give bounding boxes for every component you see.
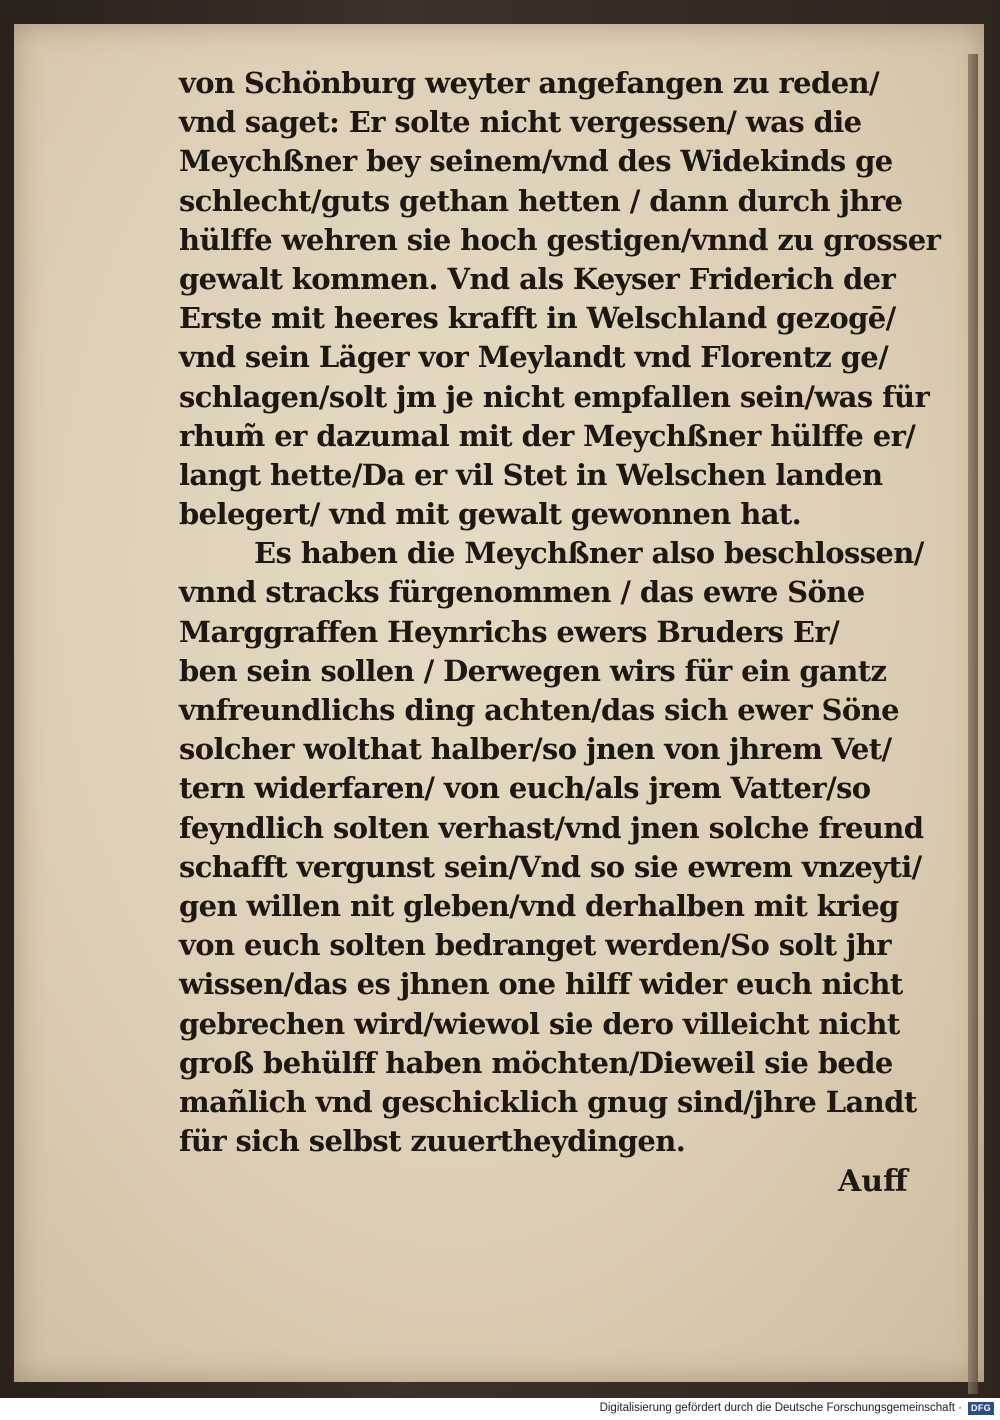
text-line: solcher wolthat halber/so jnen von jhrem Vet/: [179, 732, 892, 767]
text-line: belegert/ vnd mit gewalt gewonnen hat.: [179, 497, 802, 532]
text-line: gen willen nit gleben/vnd derhalben mit krieg: [179, 888, 899, 923]
catchword: Auff: [838, 1164, 908, 1199]
text-line: gewalt kommen. Vnd als Keyser Friderich der: [179, 261, 896, 296]
text-line: schlecht/guts gethan hetten / dann durch jhre: [179, 183, 903, 218]
text-line: Meychßner bey seinem/vnd des Widekinds ge: [179, 144, 893, 179]
text-line: Marggraffen Heynrichs ewers Bruders Er/: [179, 614, 840, 649]
paragraph-start-line: Es haben die Meychßner also beschlossen/: [254, 536, 924, 571]
text-line: von euch solten bedranget werden/So solt jhr: [179, 928, 891, 963]
text-line: schlagen/solt jm je nicht empfallen sein/was für: [179, 379, 930, 414]
text-line: vnd saget: Er solte nicht vergessen/ was die: [179, 105, 862, 140]
text-line: hülffe wehren sie hoch gestigen/vnnd zu grosser: [179, 222, 941, 257]
text-line: groß behülff haben möchten/Dieweil sie bede: [179, 1045, 893, 1080]
dfg-logo: DFG: [968, 1402, 994, 1415]
book-page: [14, 24, 984, 1382]
text-line: rhum̃ er dazumal mit der Meychßner hülffe er/: [179, 418, 916, 453]
text-line: langt hette/Da er vil Stet in Welschen landen: [179, 457, 883, 492]
page-edge-shadow: [968, 54, 978, 1394]
text-line: vnd sein Läger vor Meylandt vnd Florentz ge/: [179, 340, 889, 375]
text-line: von Schönburg weyter angefangen zu reden/: [179, 66, 880, 100]
text-line: Erste mit heeres krafft in Welschland gezogē/: [179, 301, 896, 336]
text-line: vnfreundlichs ding achten/das sich ewer Söne: [179, 693, 899, 727]
text-line: feyndlich solten verhast/vnd jnen solche freund: [179, 810, 924, 845]
text-line: wissen/das es jhnen one hilff wider euch nicht: [179, 967, 903, 1002]
footer-bar: [0, 1398, 1000, 1420]
text-line: tern widerfaren/ von euch/als jrem Vatter/so: [179, 771, 871, 806]
footer-credit: Digitalisierung gefördert durch die Deutsche Forschungsgemeinschaft ·: [599, 1402, 962, 1414]
text-line: schafft vergunst sein/Vnd so sie ewrem vnzeyti/: [179, 849, 922, 884]
text-line: vnnd stracks fürgenommen / das ewre Söne: [179, 575, 865, 610]
text-line: für sich selbst zuuertheydingen.: [179, 1124, 686, 1159]
text-line: gebrechen wird/wiewol sie dero villeicht nicht: [179, 1006, 900, 1041]
text-line: mañlich vnd geschicklich gnug sind/jhre Landt: [179, 1084, 917, 1119]
text-line: ben sein sollen / Derwegen wirs für ein gantz: [179, 653, 887, 688]
page-text: [179, 64, 941, 1161]
